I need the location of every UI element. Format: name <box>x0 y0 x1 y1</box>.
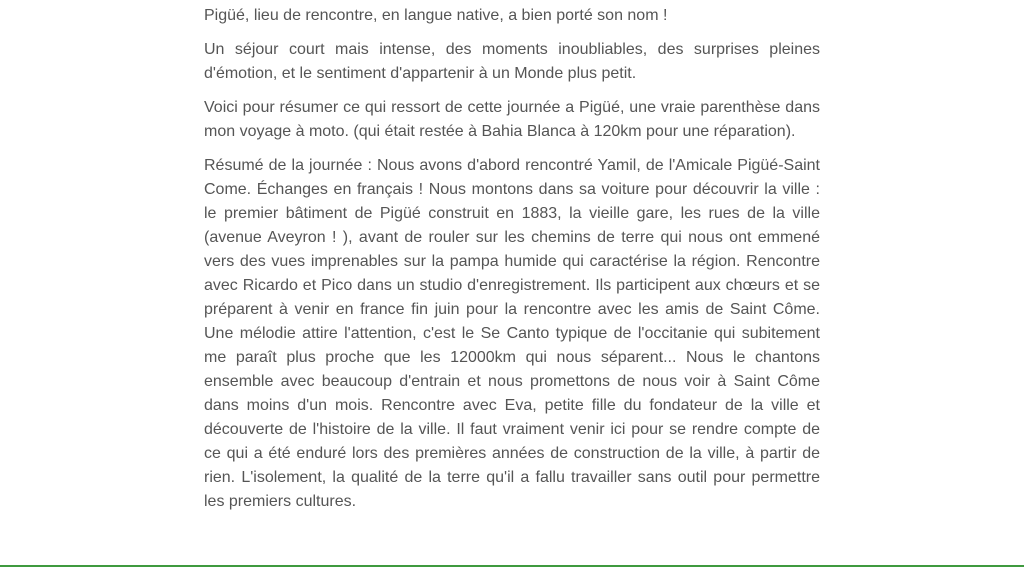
paragraph-summary-intro: Voici pour résumer ce qui ressort de cette journée a Pigüé, une vraie parenthèse dans mon voyage à moto. (qui était restée à Bahia Blanca à 120km pour une réparation). <box>204 99 820 140</box>
paragraph-stay: Un séjour court mais intense, des moments inoubliables, des surprises pleines d'émotion, et le sentiment d'appartenir à un Monde plus petit. <box>204 41 820 82</box>
paragraph-intro: Pigüé, lieu de rencontre, en langue native, a bien porté son nom ! <box>204 7 668 24</box>
paragraph-day-summary: Résumé de la journée : Nous avons d'abord rencontré Yamil, de l'Amicale Pigüé-Saint Come. Échanges en français ! Nous montons dans sa voiture pour découvrir la ville : le premier bâtiment de Pigüé construit en 1883, la vieille gare, les rues de la ville (avenue Aveyron ! ), avant de rouler sur les chemins de terre qui nous ont emmené vers des vues imprenables sur la pampa humide qui caractérise la région. Rencontre avec Ricardo et Pico dans un studio d'enregistrement. Ils participent aux chœurs et se préparent à venir en france fin juin pour la rencontre avec les amis de Saint Côme. Une mélodie attire l'attention, c'est le Se Canto typique de l'occitanie qui subitement me paraît plus proche que les 12000km qui nous séparent... Nous le chantons ensemble avec beaucoup d'entrain et nous promettons de nous voir à Saint Côme dans moins d'un mois. Rencontre avec Eva, petite fille du fondateur de la ville et découverte de l'histoire de la ville. Il faut vraiment venir ici pour se rendre compte de ce qui a été enduré lors des premières années de construction de la ville, à partir de rien. L'isolement, la qualité de la terre qu'il a fallu travailler sans outil pour permettre les premiers cultures. <box>204 157 820 510</box>
article-body <box>204 4 820 524</box>
